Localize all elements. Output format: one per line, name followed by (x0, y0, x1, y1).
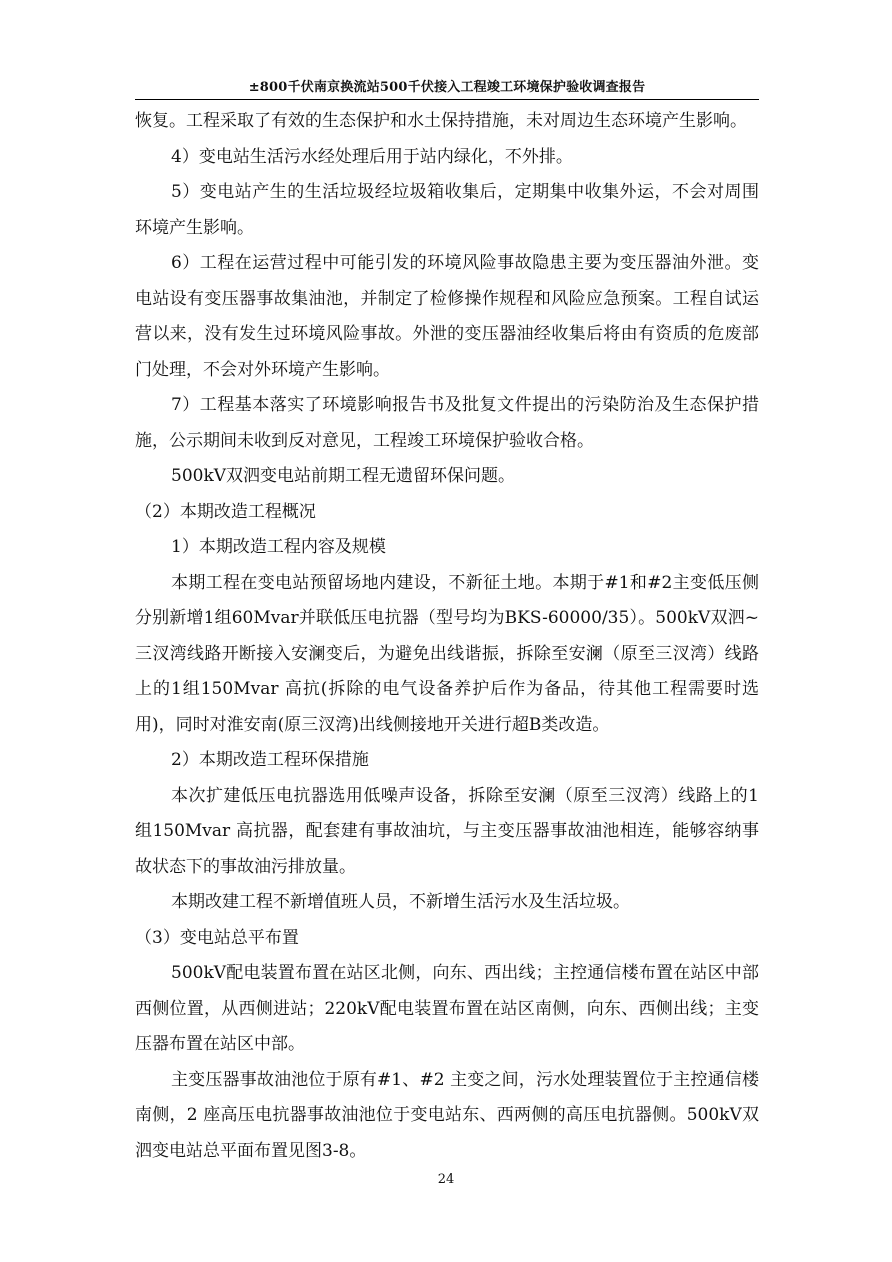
body-text (135, 104, 759, 1169)
section-heading: （3）变电站总平布置 (135, 927, 299, 948)
subsection-heading: 1）本期改造工程内容及规模 (171, 537, 386, 557)
paragraph: 7）工程基本落实了环境影响报告书及批复文件提出的污染防治及生态保护措施，公示期间未收到反对意见，工程竣工环境保护验收合格。 (135, 395, 759, 451)
paragraph: 500kV配电装置布置在站区北侧，向东、西出线；主控通信楼布置在站区中部西侧位置，从西侧进站；220kV配电装置布置在站区南侧，向东、西侧出线；主变压器布置在站区中部。 (135, 963, 759, 1054)
paragraph: 本次扩建低压电抗器选用低噪声设备，拆除至安澜（原至三汊湾）线路上的1组150Mvar 高抗器，配套建有事故油坑，与主变压器事故油池相连，能够容纳事故状态下的事故油污排放量。 (135, 785, 759, 877)
paragraph: 主变压器事故油池位于原有#1、#2 主变之间，污水处理装置位于主控通信楼南侧，2 座高压电抗器事故油池位于变电站东、西两侧的高压电抗器侧。500kV双泗变电站总平面布置见图3-8。 (135, 1069, 759, 1161)
paragraph: 本期工程在变电站预留场地内建设，不新征土地。本期于#1和#2主变低压侧分别新增1组60Mvar并联低压电抗器（型号均为BKS-60000/35）。500kV双泗~三汊湾线路开断接入安澜变后，为避免出线谐振，拆除至安澜（原至三汊湾）线路上的1组150Mvar 高抗(拆除的电气设备养护后作为备品，待其他工程需要时选用)，同时对淮安南(原三汊湾)出线侧接地开关进行超B类改造。 (135, 572, 759, 735)
paragraph: 恢复。工程采取了有效的生态保护和水土保持措施，未对周边生态环境产生影响。 (135, 111, 747, 131)
subsection-heading: 2）本期改造工程环保措施 (171, 750, 369, 770)
header-rule (135, 99, 759, 100)
paragraph: 5）变电站产生的生活垃圾经垃圾箱收集后，定期集中收集外运，不会对周围环境产生影响。 (135, 182, 759, 238)
paragraph: 4）变电站生活污水经处理后用于站内绿化，不外排。 (171, 146, 573, 167)
paragraph: 本期改建工程不新增值班人员，不新增生活污水及生活垃圾。 (171, 892, 630, 912)
paragraph: 6）工程在运营过程中可能引发的环境风险事故隐患主要为变压器油外泄。变电站设有变压器事故集油池，并制定了检修操作规程和风险应急预案。工程自试运营以来，没有发生过环境风险事故。外泄的变压器油经收集后将由有资质的危废部门处理，不会对外环境产生影响。 (135, 253, 759, 380)
paragraph: 500kV双泗变电站前期工程无遗留环保问题。 (171, 466, 516, 486)
page-number: 24 (437, 1172, 455, 1187)
running-header: ±800千伏南京换流站500千伏接入工程竣工环境保护验收调查报告 (248, 80, 646, 95)
section-heading: （2）本期改造工程概况 (135, 501, 316, 522)
